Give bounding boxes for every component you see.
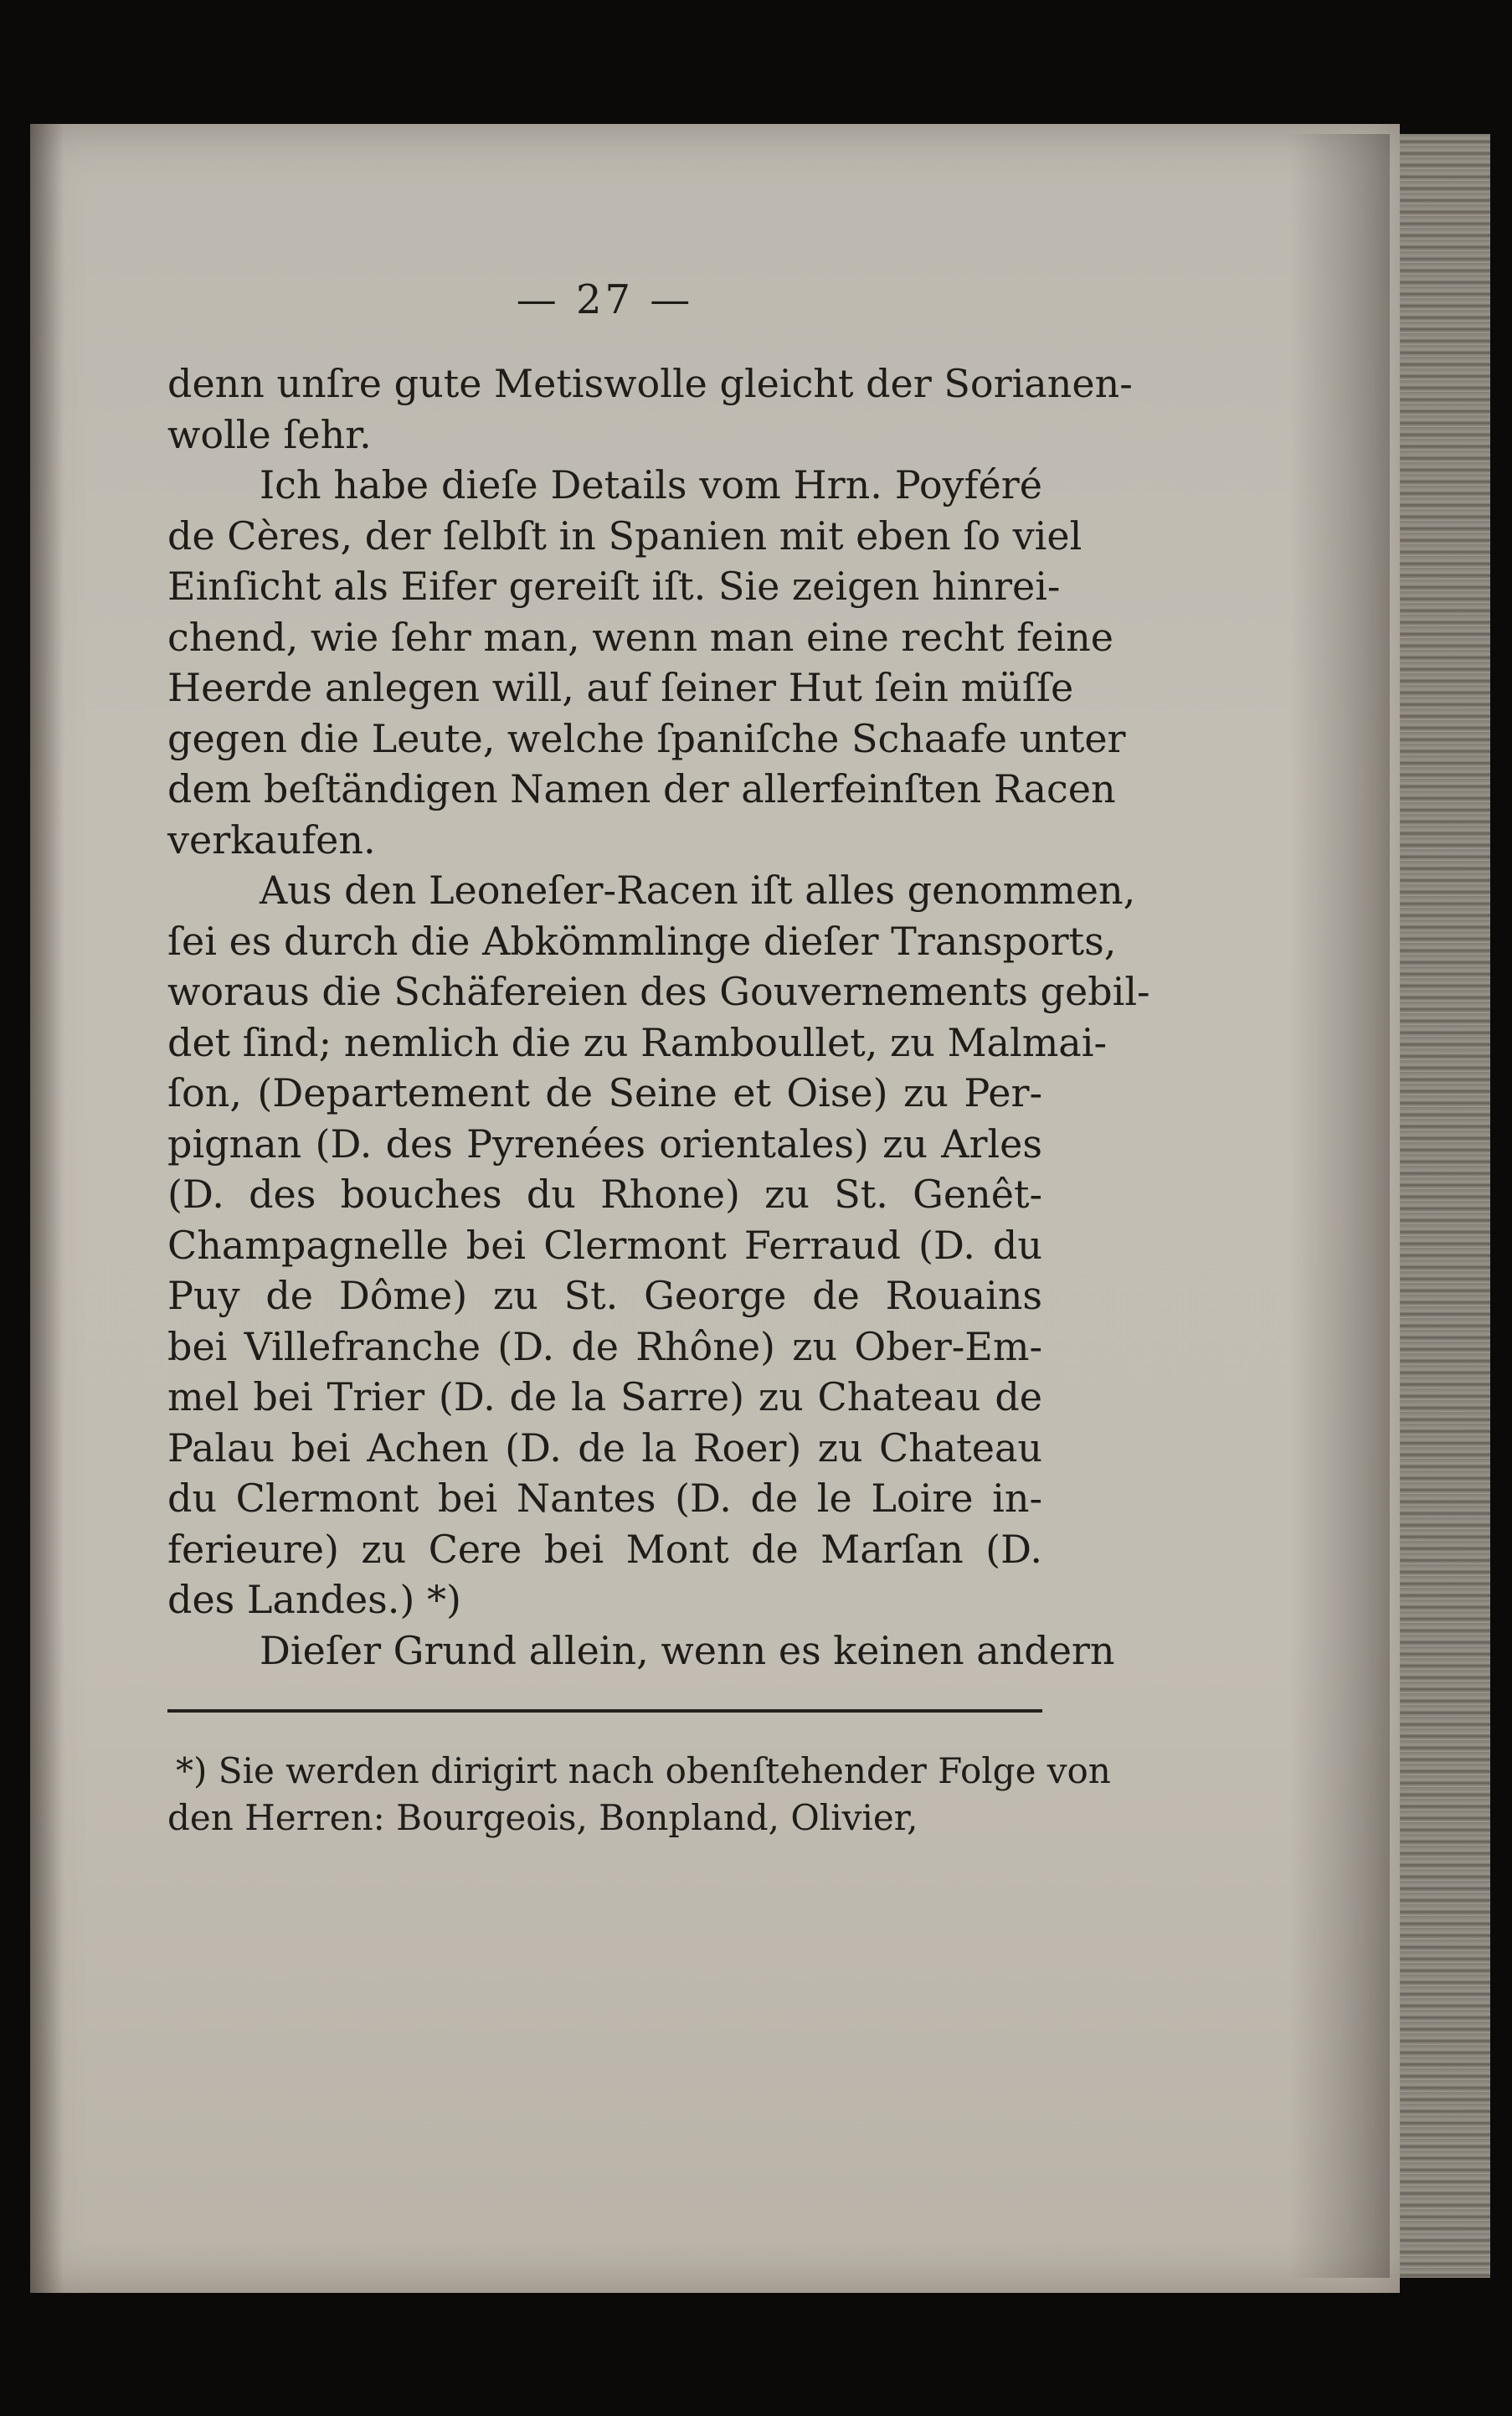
text-line: mel bei Trier (D. de la Sarre) zu Chateau de — [167, 1374, 1042, 1419]
text-line: bei Villefranche (D. de Rhône) zu Ober-Em- — [167, 1323, 1042, 1369]
page-edge-shade — [1289, 134, 1390, 2278]
page-number: — 27 — — [516, 276, 694, 323]
text-line: ſon, (Departement de Seine et Oise) zu Per- — [167, 1070, 1042, 1115]
text-line: Palau bei Achen (D. de la Roer) zu Chateau — [167, 1424, 1042, 1471]
text-line: verkaufen. — [167, 816, 376, 863]
text-line: Ich habe dieſe Details vom Hrn. Poyféré — [260, 462, 1042, 507]
text-line: det ſind; nemlich die zu Ramboullet, zu Malmai- — [167, 1019, 1107, 1065]
footnote-line: den Herren: Bourgeois, Bonpland, Olivier, — [167, 1797, 918, 1838]
text-line: Champagnelle bei Clermont Ferraud (D. du — [167, 1222, 1042, 1268]
text-line: Aus den Leoneſer-Racen iſt alles genommen, — [260, 868, 1136, 913]
footnote-line: *) Sie werden dirigirt nach obenſtehender Folge von — [176, 1750, 1111, 1791]
text-line: Dieſer Grund allein, wenn es keinen andern — [260, 1627, 1115, 1673]
text-line: de Cères, der ſelbſt in Spanien mit eben ſo viel — [167, 513, 1083, 559]
text-line: Einſicht als Eifer gereiſt iſt. Sie zeigen hinrei- — [167, 564, 1061, 609]
text-line: dem beſtändigen Namen der allerfeinſten Racen — [167, 766, 1116, 811]
text-line: du Clermont bei Nantes (D. de le Loire in- — [167, 1476, 1042, 1521]
text-line: des Landes.) *) — [167, 1577, 461, 1622]
text-line: Heerde anlegen will, auf ſeiner Hut ſein müſſe — [167, 665, 1074, 710]
text-line: wolle ſehr. — [167, 411, 372, 457]
text-line: gegen die Leute, welche ſpaniſche Schaafe unter — [167, 715, 1126, 761]
text-line: (D. des bouches du Rhone) zu St. Genêt- — [167, 1172, 1042, 1217]
text-line: denn unſre gute Metiswolle gleicht der Sorianen- — [167, 361, 1133, 406]
body-text — [167, 358, 1150, 1676]
text-block — [167, 276, 1150, 1842]
text-line: ſei es durch die Abkömmlinge dieſer Transports, — [167, 918, 1117, 964]
footnote — [167, 1748, 1111, 1842]
text-line: ferieure) zu Cere bei Mont de Marſan (D. — [167, 1526, 1042, 1572]
text-line: woraus die Schäfereien des Gouvernements gebil- — [167, 969, 1150, 1014]
text-line: chend, wie ſehr man, wenn man eine recht feine — [167, 614, 1113, 660]
footnote-divider — [167, 1709, 1042, 1713]
spine-shadow — [30, 124, 64, 2293]
text-line: pignan (D. des Pyrenées orientales) zu Arles — [167, 1120, 1042, 1167]
text-line: Puy de Dôme) zu St. George de Rouains — [167, 1273, 1042, 1318]
